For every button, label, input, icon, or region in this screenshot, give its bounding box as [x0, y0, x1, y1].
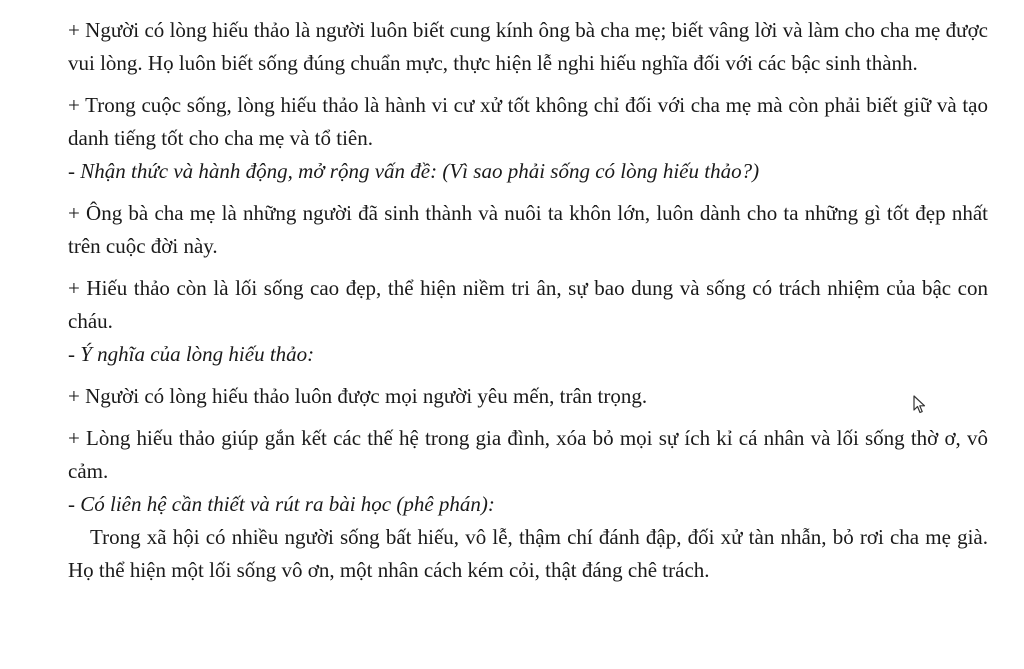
paragraph-loved: + Người có lòng hiếu thảo luôn được mọi người yêu mến, trân trọng.	[68, 384, 648, 408]
paragraph-respect: + Người có lòng hiếu thảo là người luôn biết cung kính ông bà cha mẹ; biết vâng lời và làm cho cha mẹ được vui lòng. Họ luôn biết sống đúng chuẩn mực, thực hiện lễ nghi hiếu nghĩa đối với các bậc sinh thành.	[68, 18, 988, 75]
heading-lesson: - Có liên hệ cần thiết và rút ra bài học (phê phán):	[68, 492, 495, 516]
mouse-pointer-icon	[913, 395, 927, 415]
paragraph-daily-life: + Trong cuộc sống, lòng hiếu thảo là hành vi cư xử tốt không chỉ đối với cha mẹ mà còn phải biết giữ và tạo danh tiếng tốt cho cha mẹ và tổ tiên.	[68, 93, 988, 150]
paragraph-lifestyle: + Hiếu thảo còn là lối sống cao đẹp, thể hiện niềm tri ân, sự bao dung và sống có trách nhiệm của bậc con cháu.	[68, 276, 988, 333]
heading-awareness: - Nhận thức và hành động, mở rộng vấn đề: (Vì sao phải sống có lòng hiếu thảo?)	[68, 159, 760, 183]
document-body	[68, 14, 988, 587]
paragraph-criticism: Trong xã hội có nhiều người sống bất hiếu, vô lễ, thậm chí đánh đập, đối xử tàn nhẫn, bỏ rơi cha mẹ già. Họ thể hiện một lối sống vô ơn, một nhân cách kém cỏi, thật đáng chê trách.	[68, 525, 988, 582]
heading-meaning: - Ý nghĩa của lòng hiếu thảo:	[68, 342, 315, 366]
paragraph-parents: + Ông bà cha mẹ là những người đã sinh thành và nuôi ta khôn lớn, luôn dành cho ta những gì tốt đẹp nhất trên cuộc đời này.	[68, 201, 988, 258]
paragraph-bonding: + Lòng hiếu thảo giúp gắn kết các thế hệ trong gia đình, xóa bỏ mọi sự ích kỉ cá nhân và lối sống thờ ơ, vô cảm.	[68, 426, 988, 483]
